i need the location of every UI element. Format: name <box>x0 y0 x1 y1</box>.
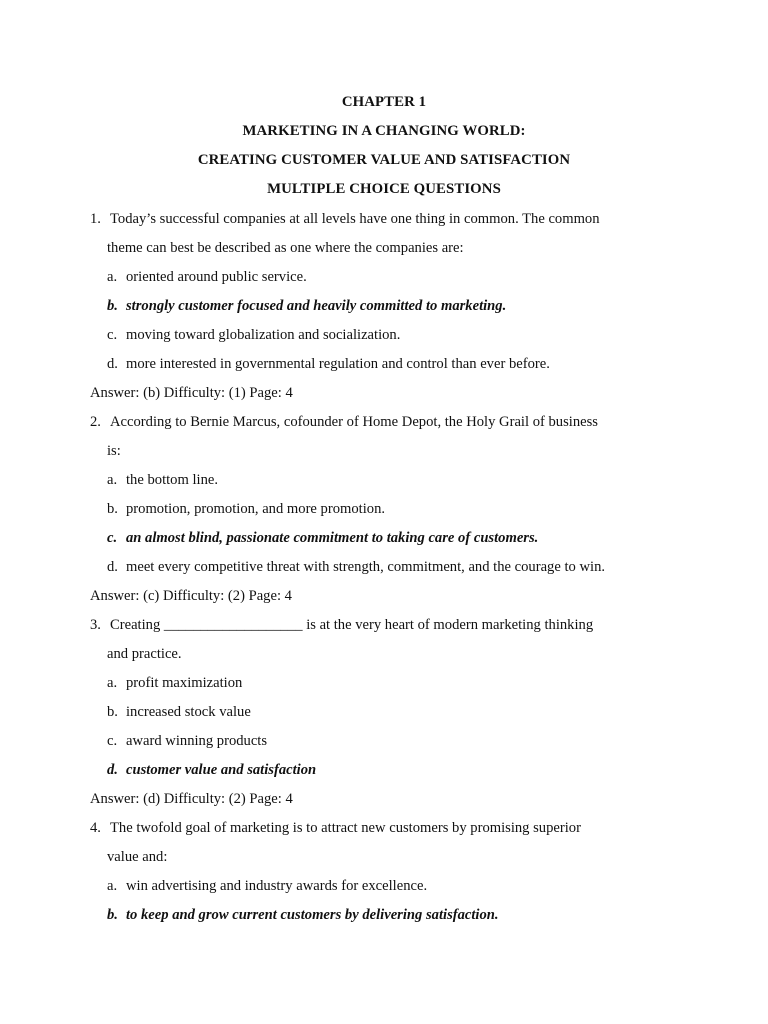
option-text: oriented around public service. <box>126 269 307 285</box>
correct-answer-option <box>107 297 506 315</box>
question-stem-line: theme can best be described as one where the companies are: <box>107 240 464 256</box>
answer-option <box>107 268 307 286</box>
option-text: moving toward globalization and socialization. <box>126 327 401 343</box>
option-letter: b. <box>107 704 118 720</box>
question-stem-line <box>90 210 600 228</box>
question-stem-line: is: <box>107 443 121 459</box>
option-letter: c. <box>107 733 118 749</box>
option-letter: a. <box>107 878 118 894</box>
answer-option <box>107 877 427 895</box>
option-letter: d. <box>107 356 118 372</box>
option-text: customer value and satisfaction <box>126 762 317 778</box>
question-number: 4. <box>90 820 101 836</box>
option-text: strongly customer focused and heavily committed to marketing. <box>126 298 507 314</box>
option-text: promotion, promotion, and more promotion. <box>126 501 386 517</box>
answer-key-line: Answer: (b) Difficulty: (1) Page: 4 <box>90 385 293 401</box>
question-number: 1. <box>90 211 101 227</box>
answer-key-line: Answer: (c) Difficulty: (2) Page: 4 <box>90 588 292 604</box>
chapter-heading: MARKETING IN A CHANGING WORLD: <box>242 123 526 139</box>
option-letter: b. <box>107 298 118 314</box>
option-letter: d. <box>107 559 118 575</box>
chapter-subheading: CREATING CUSTOMER VALUE AND SATISFACTION <box>197 152 571 168</box>
option-text: to keep and grow current customers by delivering satisfaction. <box>126 907 499 923</box>
question-text: According to Bernie Marcus, cofounder of Home Depot, the Holy Grail of business <box>110 414 598 430</box>
question-stem-line <box>90 819 581 837</box>
correct-answer-option <box>107 529 538 547</box>
answer-key-line: Answer: (d) Difficulty: (2) Page: 4 <box>90 791 293 807</box>
option-letter: c. <box>107 327 118 343</box>
question-number: 2. <box>90 414 101 430</box>
option-text: win advertising and industry awards for excellence. <box>126 878 428 894</box>
option-text: an almost blind, passionate commitment to taking care of customers. <box>126 530 539 546</box>
answer-option <box>107 558 605 576</box>
answer-option <box>107 732 267 750</box>
option-text: increased stock value <box>126 704 251 720</box>
chapter-title: CHAPTER 1 <box>341 94 427 110</box>
option-text: award winning products <box>126 733 268 749</box>
question-stem-line <box>90 616 593 634</box>
question-text: Creating ___________________ is at the very heart of modern marketing thinking <box>110 617 594 633</box>
answer-option <box>107 355 550 373</box>
question-text: The twofold goal of marketing is to attract new customers by promising superior <box>110 820 581 836</box>
question-stem-line: and practice. <box>107 646 182 662</box>
option-text: meet every competitive threat with strength, commitment, and the courage to win. <box>126 559 606 575</box>
correct-answer-option <box>107 906 499 924</box>
option-letter: a. <box>107 269 118 285</box>
answer-option <box>107 326 400 344</box>
option-letter: d. <box>107 762 118 778</box>
question-stem-line <box>90 413 598 431</box>
answer-option <box>107 703 251 721</box>
option-letter: b. <box>107 501 118 517</box>
question-text: Today’s successful companies at all levels have one thing in common. The common <box>110 211 600 227</box>
option-text: profit maximization <box>126 675 243 691</box>
question-stem-line: value and: <box>107 849 168 865</box>
option-text: the bottom line. <box>126 472 219 488</box>
answer-option <box>107 674 242 692</box>
correct-answer-option <box>107 761 316 779</box>
answer-option <box>107 500 385 518</box>
answer-option <box>107 471 218 489</box>
option-text: more interested in governmental regulation and control than ever before. <box>126 356 550 372</box>
option-letter: c. <box>107 530 118 546</box>
option-letter: a. <box>107 675 118 691</box>
option-letter: b. <box>107 907 118 923</box>
option-letter: a. <box>107 472 118 488</box>
question-number: 3. <box>90 617 101 633</box>
section-title: MULTIPLE CHOICE QUESTIONS <box>267 181 501 197</box>
